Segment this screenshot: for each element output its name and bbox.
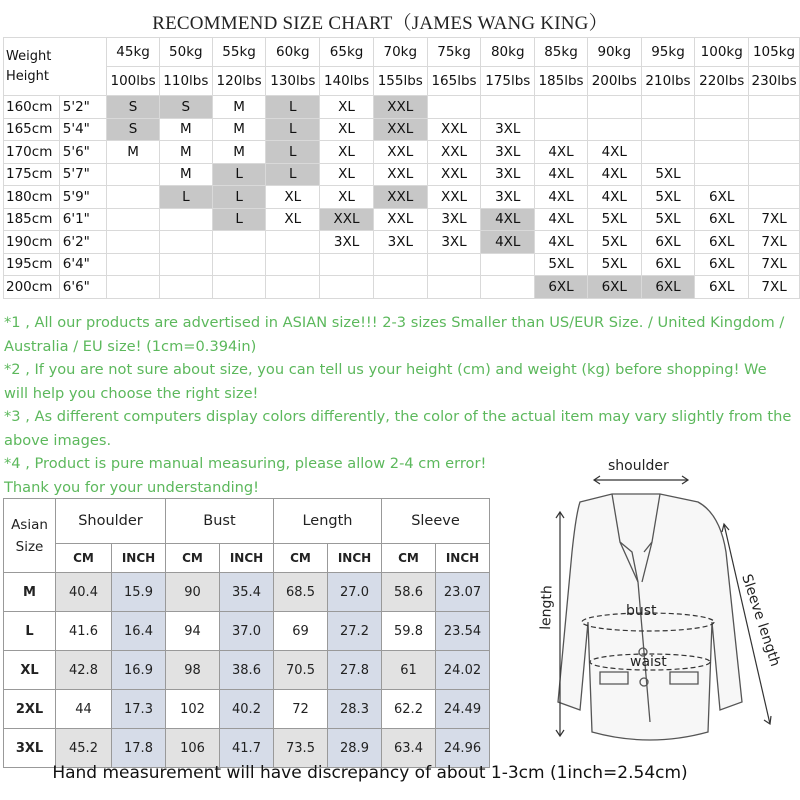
size-cell [107,186,160,209]
size-cell: 6XL [641,253,695,276]
measure-unit-header: INCH [220,544,274,573]
size-cell [749,186,800,209]
height-cm: 185cm [4,208,60,231]
weight-lbs-header: 220lbs [695,67,749,96]
size-cell [695,163,749,186]
size-cell: XL [266,208,320,231]
size-row [4,141,800,164]
measure-size: L [4,612,56,651]
size-cell: S [107,96,160,119]
size-cell [320,253,374,276]
size-cell: L [212,186,266,209]
size-cell [212,231,266,254]
size-cell: 6XL [695,276,749,299]
size-cell: L [212,208,266,231]
label-shoulder: shoulder [608,458,669,474]
size-cell: 5XL [641,208,695,231]
size-cell: 3XL [481,186,535,209]
size-cell: L [159,186,212,209]
size-cell [266,276,320,299]
weight-kg-header: 95kg [641,38,695,67]
size-cell: XXL [373,163,427,186]
measure-value: 61 [382,651,436,690]
weight-lbs-header: 230lbs [749,67,800,96]
size-cell [695,118,749,141]
size-cell [695,96,749,119]
height-cm: 165cm [4,118,60,141]
size-cell: 6XL [587,276,641,299]
weight-lbs-header: 210lbs [641,67,695,96]
weight-height-header [4,38,107,96]
measure-value: 24.49 [436,690,490,729]
weight-lbs-header: 165lbs [427,67,481,96]
size-cell: XXL [320,208,374,231]
height-ft: 5'9" [59,186,106,209]
measure-value: 38.6 [220,651,274,690]
weight-kg-header: 100kg [695,38,749,67]
measure-unit-header: CM [274,544,328,573]
size-cell: XXL [427,141,481,164]
measure-value: 35.4 [220,573,274,612]
size-cell: XXL [427,186,481,209]
size-cell: 6XL [695,186,749,209]
weight-lbs-header: 175lbs [481,67,535,96]
size-cell: 4XL [535,186,588,209]
weight-kg-header: 60kg [266,38,320,67]
asian-size-header: Asian Size [4,499,56,573]
weight-kg-header: 50kg [159,38,212,67]
size-cell [587,96,641,119]
size-cell [107,276,160,299]
size-cell [587,118,641,141]
size-cell [427,276,481,299]
size-cell: XL [320,96,374,119]
weight-lbs-header: 200lbs [587,67,641,96]
height-ft: 5'6" [59,141,106,164]
size-cell: 6XL [695,208,749,231]
height-cm: 170cm [4,141,60,164]
size-cell: M [212,96,266,119]
measure-unit-header: INCH [328,544,382,573]
size-row [4,231,800,254]
measurement-table [3,498,490,768]
size-cell: 4XL [535,208,588,231]
size-cell [641,118,695,141]
size-cell: 6XL [641,276,695,299]
size-cell: 5XL [587,231,641,254]
label-length: length [538,584,556,631]
note-4: *4 , Product is pure manual measuring, please allow 2-4 cm error! [4,455,487,472]
size-cell: XL [266,186,320,209]
label-bust: bust [626,603,657,619]
weight-kg-header: 70kg [373,38,427,67]
size-cell [159,208,212,231]
size-row [4,96,800,119]
measure-value: 37.0 [220,612,274,651]
size-cell: S [159,96,212,119]
size-cell: M [212,118,266,141]
size-row [4,163,800,186]
size-cell: 7XL [749,276,800,299]
weight-lbs-header: 120lbs [212,67,266,96]
measure-value: 27.0 [328,573,382,612]
size-cell [535,96,588,119]
size-cell [159,231,212,254]
weight-kg-header: 75kg [427,38,481,67]
size-cell: 6XL [695,231,749,254]
measure-value: 69 [274,612,328,651]
measure-value: 68.5 [274,573,328,612]
height-cm: 180cm [4,186,60,209]
size-row [4,276,800,299]
size-row [4,208,800,231]
size-cell [481,253,535,276]
size-cell [107,208,160,231]
size-cell [749,96,800,119]
size-cell: XXL [373,141,427,164]
measure-value: 62.2 [382,690,436,729]
measure-unit-header: CM [56,544,112,573]
size-cell: 4XL [535,231,588,254]
measure-row [4,690,490,729]
size-cell [749,163,800,186]
measure-value: 40.2 [220,690,274,729]
measure-value: 17.3 [112,690,166,729]
size-cell: 3XL [481,141,535,164]
note-1: *1 , All our products are advertised in ASIAN size!!! 2-3 sizes Smaller than US/EUR Size. / United Kingdom / Australia / EU size! (1cm=0.394in) [4,314,785,355]
size-cell: 4XL [481,208,535,231]
size-cell [107,163,160,186]
size-cell: XL [320,163,374,186]
measure-value: 102 [166,690,220,729]
measure-value: 41.7 [220,729,274,768]
measure-value: 63.4 [382,729,436,768]
weight-lbs-header: 110lbs [159,67,212,96]
height-cm: 190cm [4,231,60,254]
size-cell: 3XL [481,163,535,186]
measure-value: 44 [56,690,112,729]
size-row [4,253,800,276]
weight-label: Weight [6,48,52,64]
measure-group-header: Length [274,499,382,544]
size-cell: 5XL [587,253,641,276]
measure-value: 28.9 [328,729,382,768]
size-cell: 4XL [535,141,588,164]
size-cell: XL [320,141,374,164]
weight-lbs-header: 155lbs [373,67,427,96]
measure-value: 59.8 [382,612,436,651]
size-cell [481,276,535,299]
weight-kg-header: 85kg [535,38,588,67]
measure-size: 2XL [4,690,56,729]
height-cm: 175cm [4,163,60,186]
measure-unit-header: CM [382,544,436,573]
weight-kg-header: 65kg [320,38,374,67]
size-cell: 4XL [587,141,641,164]
size-cell: 4XL [535,163,588,186]
size-cell: 7XL [749,253,800,276]
size-cell: M [107,141,160,164]
height-cm: 195cm [4,253,60,276]
measure-row [4,573,490,612]
size-cell: 3XL [427,231,481,254]
measure-unit-header: INCH [112,544,166,573]
measure-value: 16.9 [112,651,166,690]
size-cell [427,96,481,119]
size-cell [695,141,749,164]
size-cell: XXL [373,208,427,231]
weight-kg-header: 55kg [212,38,266,67]
measure-value: 42.8 [56,651,112,690]
label-waist: waist [630,654,667,670]
size-cell: 3XL [481,118,535,141]
size-cell: 3XL [427,208,481,231]
size-cell: XXL [373,186,427,209]
weight-lbs-header: 130lbs [266,67,320,96]
measure-row [4,612,490,651]
size-cell: XL [320,118,374,141]
size-cell [749,141,800,164]
size-cell [107,231,160,254]
height-ft: 6'1" [59,208,106,231]
measure-value: 23.54 [436,612,490,651]
size-cell [266,253,320,276]
size-cell: L [266,141,320,164]
weight-kg-header: 90kg [587,38,641,67]
measure-value: 28.3 [328,690,382,729]
size-cell: L [266,118,320,141]
height-ft: 6'6" [59,276,106,299]
size-cell: 5XL [535,253,588,276]
size-cell: 7XL [749,231,800,254]
measure-value: 15.9 [112,573,166,612]
size-cell: 5XL [641,163,695,186]
size-cell [320,276,374,299]
size-cell: L [266,96,320,119]
size-cell [373,276,427,299]
height-cm: 160cm [4,96,60,119]
size-cell [212,276,266,299]
measure-unit-header: CM [166,544,220,573]
measure-group-header: Bust [166,499,274,544]
size-cell: 3XL [320,231,374,254]
size-cell: 6XL [535,276,588,299]
size-cell: M [212,141,266,164]
measure-size: XL [4,651,56,690]
label-sleeve-length: Sleeve length [738,572,784,669]
measure-value: 23.07 [436,573,490,612]
size-cell: 4XL [481,231,535,254]
measure-value: 41.6 [56,612,112,651]
size-cell [481,96,535,119]
measure-group-header: Sleeve [382,499,490,544]
size-cell [212,253,266,276]
size-cell: 5XL [587,208,641,231]
size-row [4,186,800,209]
size-cell: 6XL [695,253,749,276]
height-ft: 5'4" [59,118,106,141]
size-cell: XXL [373,118,427,141]
measure-value: 17.8 [112,729,166,768]
size-cell [373,253,427,276]
measure-value: 98 [166,651,220,690]
height-label: Height [6,68,49,84]
jacket-diagram [520,452,790,762]
size-cell: L [212,163,266,186]
weight-lbs-header: 185lbs [535,67,588,96]
height-ft: 5'2" [59,96,106,119]
size-cell: 3XL [373,231,427,254]
weight-lbs-header: 140lbs [320,67,374,96]
size-row [4,118,800,141]
footer-note: Hand measurement will have discrepancy of about 1-3cm (1inch=2.54cm) [52,763,688,783]
size-cell [535,118,588,141]
page-title: RECOMMEND SIZE CHART（JAMES WANG KING） [152,13,608,34]
size-cell: 5XL [641,186,695,209]
measure-row [4,651,490,690]
size-cell [427,253,481,276]
measure-value: 72 [274,690,328,729]
measure-row [4,729,490,768]
size-cell: M [159,118,212,141]
measure-value: 94 [166,612,220,651]
weight-lbs-header: 100lbs [107,67,160,96]
note-thanks: Thank you for your understanding! [4,478,259,496]
measure-value: 58.6 [382,573,436,612]
size-cell [641,141,695,164]
weight-kg-header: 45kg [107,38,160,67]
measure-value: 40.4 [56,573,112,612]
size-cell: 6XL [641,231,695,254]
height-ft: 6'2" [59,231,106,254]
size-cell: M [159,163,212,186]
note-2: *2 , If you are not sure about size, you can tell us your height (cm) and weight (kg) before shopping! We will help you choose the right size! [4,361,767,402]
size-cell [266,231,320,254]
size-chart-table [3,37,800,299]
height-ft: 5'7" [59,163,106,186]
note-3: *3 , As different computers display colors differently, the color of the actual item may vary slightly from the above images. [4,408,792,449]
size-cell: XXL [427,163,481,186]
measure-size: 3XL [4,729,56,768]
measure-value: 24.96 [436,729,490,768]
measure-value: 27.8 [328,651,382,690]
height-ft: 6'4" [59,253,106,276]
height-cm: 200cm [4,276,60,299]
size-cell [641,96,695,119]
size-cell: XL [320,186,374,209]
measure-group-header: Shoulder [56,499,166,544]
measure-value: 70.5 [274,651,328,690]
measure-value: 73.5 [274,729,328,768]
measure-value: 24.02 [436,651,490,690]
size-cell [159,253,212,276]
measure-value: 106 [166,729,220,768]
size-cell [159,276,212,299]
size-cell: M [159,141,212,164]
measure-value: 45.2 [56,729,112,768]
measure-value: 27.2 [328,612,382,651]
size-cell: XXL [373,96,427,119]
size-cell: 7XL [749,208,800,231]
measure-size: M [4,573,56,612]
size-cell [107,253,160,276]
size-cell: S [107,118,160,141]
measure-value: 90 [166,573,220,612]
measure-value: 16.4 [112,612,166,651]
measure-unit-header: INCH [436,544,490,573]
size-cell: XXL [427,118,481,141]
weight-kg-header: 80kg [481,38,535,67]
size-cell: L [266,163,320,186]
size-cell [749,118,800,141]
weight-kg-header: 105kg [749,38,800,67]
size-cell: 4XL [587,186,641,209]
size-cell: 4XL [587,163,641,186]
